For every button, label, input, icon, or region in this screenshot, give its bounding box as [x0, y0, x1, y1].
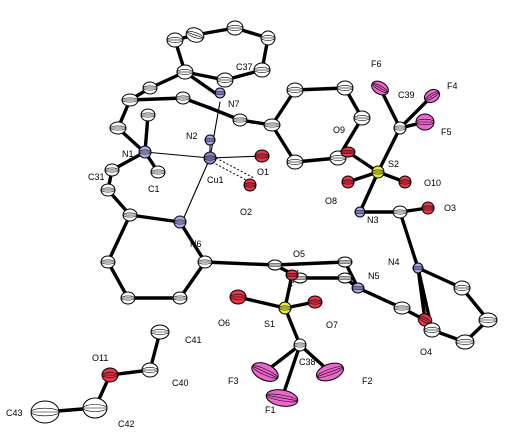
- atom-o2: [244, 179, 256, 191]
- atom-c-py-2: [479, 313, 497, 327]
- atom-c-11: [110, 122, 126, 134]
- atom-o3: [422, 202, 434, 214]
- atom-n3: [355, 207, 365, 217]
- atom-c-top-6: [167, 33, 183, 47]
- label-O1: O1: [257, 167, 270, 177]
- atom-c-py-4: [424, 323, 440, 337]
- atom-c-top-5: [217, 73, 233, 87]
- atom-c-top-2: [227, 21, 243, 35]
- label-C38: C38: [299, 357, 316, 367]
- atom-f5: [416, 114, 434, 130]
- label-N6: N6: [190, 239, 202, 249]
- atom-c-py-1: [454, 281, 470, 295]
- atom-c-ar-5: [287, 155, 303, 169]
- atom-c37: [254, 63, 270, 77]
- atom-c-ar-2: [337, 81, 353, 95]
- atom-c-36: [173, 292, 187, 304]
- label-O10: O10: [424, 178, 442, 188]
- label-O7: O7: [326, 320, 339, 330]
- label-N7: N7: [228, 99, 240, 109]
- atom-c43: [31, 401, 59, 423]
- atom-c40: [142, 363, 158, 377]
- atom-o9: [341, 147, 355, 157]
- atom-c39: [394, 122, 406, 134]
- atom-n6: [174, 216, 186, 228]
- label-O6: O6: [218, 318, 231, 328]
- atom-c-ar-1: [287, 83, 303, 97]
- label-Cu1: Cu1: [207, 175, 224, 185]
- label-O9: O9: [333, 125, 346, 135]
- atom-o7: [308, 296, 322, 308]
- label-F1: F1: [265, 405, 276, 415]
- label-O5: O5: [293, 249, 306, 259]
- atom-c-ph-4: [338, 273, 352, 283]
- atom-c-n5: [394, 302, 410, 314]
- atom-n1: [139, 146, 151, 158]
- atom-labels: [6, 59, 458, 429]
- label-S2: S2: [388, 159, 400, 169]
- label-O2: O2: [240, 207, 253, 217]
- label-F3: F3: [228, 376, 239, 386]
- label-C40: C40: [172, 378, 189, 388]
- label-O11: O11: [92, 353, 109, 363]
- label-N1: N1: [122, 149, 134, 159]
- atom-o1: [255, 150, 269, 162]
- atom-c-33: [123, 209, 137, 221]
- atom-c1: [151, 166, 165, 178]
- label-F2: F2: [362, 376, 373, 386]
- atom-c-top-1: [184, 25, 206, 44]
- label-O4: O4: [420, 347, 433, 357]
- label-F6: F6: [371, 59, 382, 69]
- atom-c-37b: [121, 292, 135, 304]
- atom-o6: [230, 290, 246, 304]
- atom-c42: [83, 398, 107, 418]
- atom-c-10: [122, 94, 138, 106]
- label-C1: C1: [148, 184, 160, 194]
- atom-c38: [294, 339, 306, 351]
- atom-c-ph-3: [338, 257, 352, 267]
- atom-c-n3: [393, 206, 407, 218]
- atom-c-ph-1: [268, 260, 282, 270]
- label-C39: C39: [398, 90, 415, 100]
- atom-c-top-3: [261, 31, 275, 45]
- atom-n5: [352, 283, 364, 293]
- atom-n4: [413, 263, 423, 273]
- label-C43: C43: [6, 408, 23, 418]
- atom-c-35: [198, 256, 212, 268]
- atom-s2: [372, 166, 384, 178]
- atom-c-32: [101, 184, 115, 196]
- label-C42: C42: [118, 419, 135, 429]
- label-F4: F4: [447, 81, 458, 91]
- atom-s1: [279, 302, 291, 314]
- atom-o10: [399, 176, 411, 188]
- atom-c-top-7: [177, 65, 193, 79]
- atom-c-13: [141, 109, 155, 121]
- atom-c-15: [264, 119, 280, 131]
- label-C41: C41: [185, 335, 202, 345]
- label-O3: O3: [444, 203, 457, 213]
- label-N2: N2: [186, 131, 198, 141]
- atom-f6: [369, 78, 391, 97]
- atom-n2: [205, 135, 215, 145]
- atom-c31: [105, 164, 119, 176]
- label-F5: F5: [441, 127, 452, 137]
- atom-o11: [102, 368, 118, 382]
- label-N5: N5: [368, 271, 380, 281]
- label-S1: S1: [264, 319, 276, 329]
- label-C31: C31: [88, 172, 105, 182]
- atom-c41: [151, 325, 169, 339]
- atom-o5: [286, 270, 298, 280]
- atom-o8: [342, 176, 354, 188]
- label-N3: N3: [367, 215, 379, 225]
- label-O8: O8: [325, 196, 338, 206]
- label-C37: C37: [236, 62, 253, 72]
- atom-c-9: [143, 82, 157, 94]
- atom-c-py-3: [456, 335, 474, 349]
- atom-cu1: [204, 152, 216, 164]
- atom-n7: [215, 88, 225, 98]
- atom-c-ar-3: [354, 111, 370, 125]
- atom-c-38b: [101, 256, 115, 268]
- label-N4: N4: [388, 257, 400, 267]
- atom-c-12: [176, 92, 190, 104]
- atom-c-14: [233, 114, 247, 126]
